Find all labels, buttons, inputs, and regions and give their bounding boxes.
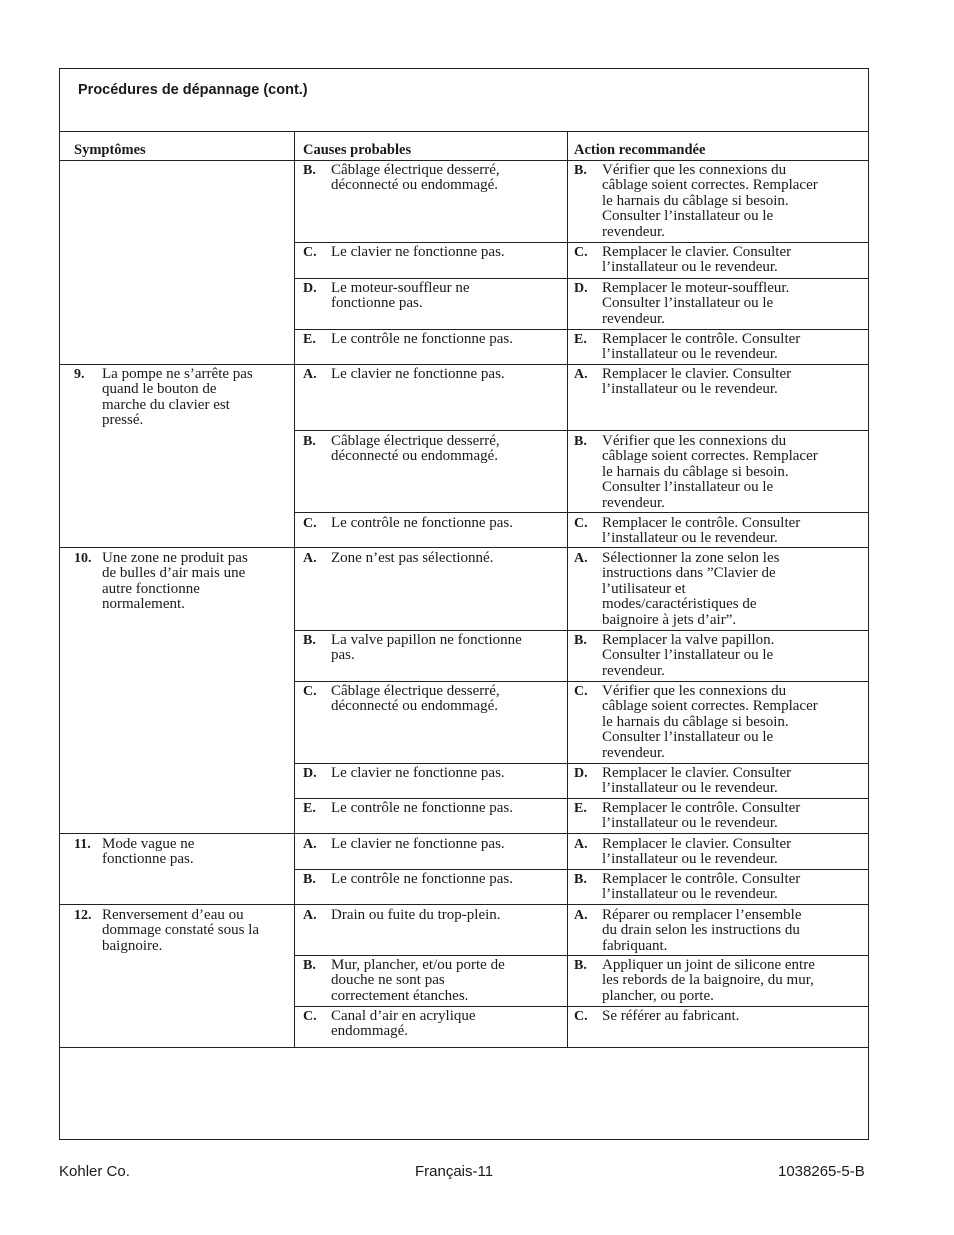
symptom-number: 12. [74,908,92,923]
action-text: Remplacer la valve papillon. Consulter l’installateur ou le revendeur. [602,632,775,679]
item-rule [294,329,869,330]
item-rule [294,630,869,631]
item-rule [294,763,869,764]
action-letter: A. [574,367,588,382]
action-text: Remplacer le clavier. Consulter l’installateur ou le revendeur. [602,765,792,797]
cause-letter: B. [303,163,316,178]
cause-text: Canal d’air en acrylique endommagé. [331,1008,476,1040]
cause-letter: E. [303,801,316,816]
action-text: Vérifier que les connexions du câblage soient correctes. Remplacer le harnais du câblage si besoin. Consulter l’installateur ou le revendeur. [602,162,818,240]
cause-letter: B. [303,958,316,973]
cause-letter: A. [303,908,317,923]
cause-text: Le contrôle ne fonctionne pas. [331,515,514,531]
item-rule [294,869,869,870]
action-text: Réparer ou remplacer l’ensemble du drain selon les instructions du fabriquant. [602,907,802,954]
action-text: Vérifier que les connexions du câblage soient correctes. Remplacer le harnais du câblage si besoin. Consulter l’installateur ou le revendeur. [602,433,818,511]
action-text: Remplacer le clavier. Consulter l’installateur ou le revendeur. [602,836,792,868]
cause-letter: A. [303,367,317,382]
row-rule [59,833,869,834]
action-text: Appliquer un joint de silicone entre les rebords de la baignoire, du mur, plancher, ou porte. [602,957,815,1004]
item-rule [294,798,869,799]
cause-letter: E. [303,332,316,347]
action-text: Remplacer le contrôle. Consulter l’installateur ou le revendeur. [602,331,801,363]
symptom-number: 9. [74,367,85,382]
cause-text: Câblage électrique desserré, déconnecté ou endommagé. [331,162,500,194]
cause-letter: C. [303,1009,317,1024]
cause-letter: B. [303,872,316,887]
item-rule [294,1006,869,1007]
row-rule [59,547,869,548]
action-letter: E. [574,801,587,816]
cause-text: Le clavier ne fonctionne pas. [331,765,505,781]
action-text: Remplacer le clavier. Consulter l’installateur ou le revendeur. [602,366,792,398]
symptom-number: 10. [74,551,92,566]
action-letter: B. [574,434,587,449]
footer-document-id: 1038265-5-B [778,1163,865,1180]
cause-letter: C. [303,516,317,531]
symptom-number: 11. [74,837,91,852]
cause-text: Le contrôle ne fonctionne pas. [331,331,514,347]
action-letter: B. [574,163,587,178]
cause-text: Câblage électrique desserré, déconnecté ou endommagé. [331,683,500,715]
footer-page-number: Français-11 [415,1163,494,1180]
action-letter: B. [574,633,587,648]
symptom-text: Renversement d’eau ou dommage constaté sous la baignoire. [102,907,260,954]
action-text: Remplacer le moteur-souffleur. Consulter l’installateur ou le revendeur. [602,280,790,327]
cause-letter: B. [303,434,316,449]
cause-text: Le moteur-souffleur ne fonctionne pas. [331,280,470,312]
header-symptoms: Symptômes [74,142,146,158]
cause-text: Mur, plancher, et/ou porte de douche ne sont pas correctement étanches. [331,957,505,1004]
action-letter: A. [574,551,588,566]
cause-text: Drain ou fuite du trop-plein. [331,907,501,923]
cause-text: Le clavier ne fonctionne pas. [331,244,505,260]
cause-text: Le clavier ne fonctionne pas. [331,366,505,382]
title-divider [59,131,869,132]
action-text: Remplacer le contrôle. Consulter l’installateur ou le revendeur. [602,871,801,903]
action-text: Remplacer le contrôle. Consulter l’installateur ou le revendeur. [602,800,801,832]
cause-letter: B. [303,633,316,648]
action-text: Remplacer le clavier. Consulter l’installateur ou le revendeur. [602,244,792,276]
item-rule [294,242,869,243]
cause-letter: D. [303,766,317,781]
item-rule [294,430,869,431]
action-letter: E. [574,332,587,347]
row-rule [59,364,869,365]
item-rule [294,955,869,956]
header-causes: Causes probables [303,142,412,158]
symptom-text: Mode vague ne fonctionne pas. [102,836,195,868]
column-divider [567,131,568,1048]
action-letter: D. [574,281,588,296]
item-rule [294,278,869,279]
cause-letter: C. [303,684,317,699]
action-letter: B. [574,958,587,973]
action-letter: C. [574,1009,588,1024]
section-title: Procédures de dépannage (cont.) [78,82,308,98]
action-letter: A. [574,908,588,923]
item-rule [294,512,869,513]
cause-letter: C. [303,245,317,260]
cause-text: Câblage électrique desserré, déconnecté ou endommagé. [331,433,500,465]
header-actions: Action recommandée [574,142,706,158]
action-text: Remplacer le contrôle. Consulter l’installateur ou le revendeur. [602,515,801,547]
cause-letter: D. [303,281,317,296]
action-letter: B. [574,872,587,887]
symptom-text: La pompe ne s’arrête pas quand le bouton de marche du clavier est pressé. [102,366,253,429]
row-rule [59,904,869,905]
action-text: Sélectionner la zone selon les instructions dans ”Clavier de l’utilisateur et modes/caractéristiques de baignoire à jets d’air”. [602,550,780,628]
action-text: Vérifier que les connexions du câblage soient correctes. Remplacer le harnais du câblage si besoin. Consulter l’installateur ou le revendeur. [602,683,818,761]
cause-text: Le contrôle ne fonctionne pas. [331,800,514,816]
row-rule [59,1047,869,1048]
header-rule [59,160,869,161]
action-letter: C. [574,245,588,260]
cause-letter: A. [303,837,317,852]
cause-text: Le contrôle ne fonctionne pas. [331,871,514,887]
footer-company: Kohler Co. [59,1163,130,1180]
cause-letter: A. [303,551,317,566]
cause-text: Le clavier ne fonctionne pas. [331,836,505,852]
cause-text: La valve papillon ne fonctionne pas. [331,632,522,664]
column-divider [294,131,295,1048]
action-text: Se référer au fabricant. [602,1008,740,1024]
action-letter: D. [574,766,588,781]
action-letter: C. [574,516,588,531]
symptom-text: Une zone ne produit pas de bulles d’air mais une autre fonctionne normalement. [102,550,248,613]
action-letter: C. [574,684,588,699]
cause-text: Zone n’est pas sélectionné. [331,550,494,566]
item-rule [294,681,869,682]
action-letter: A. [574,837,588,852]
